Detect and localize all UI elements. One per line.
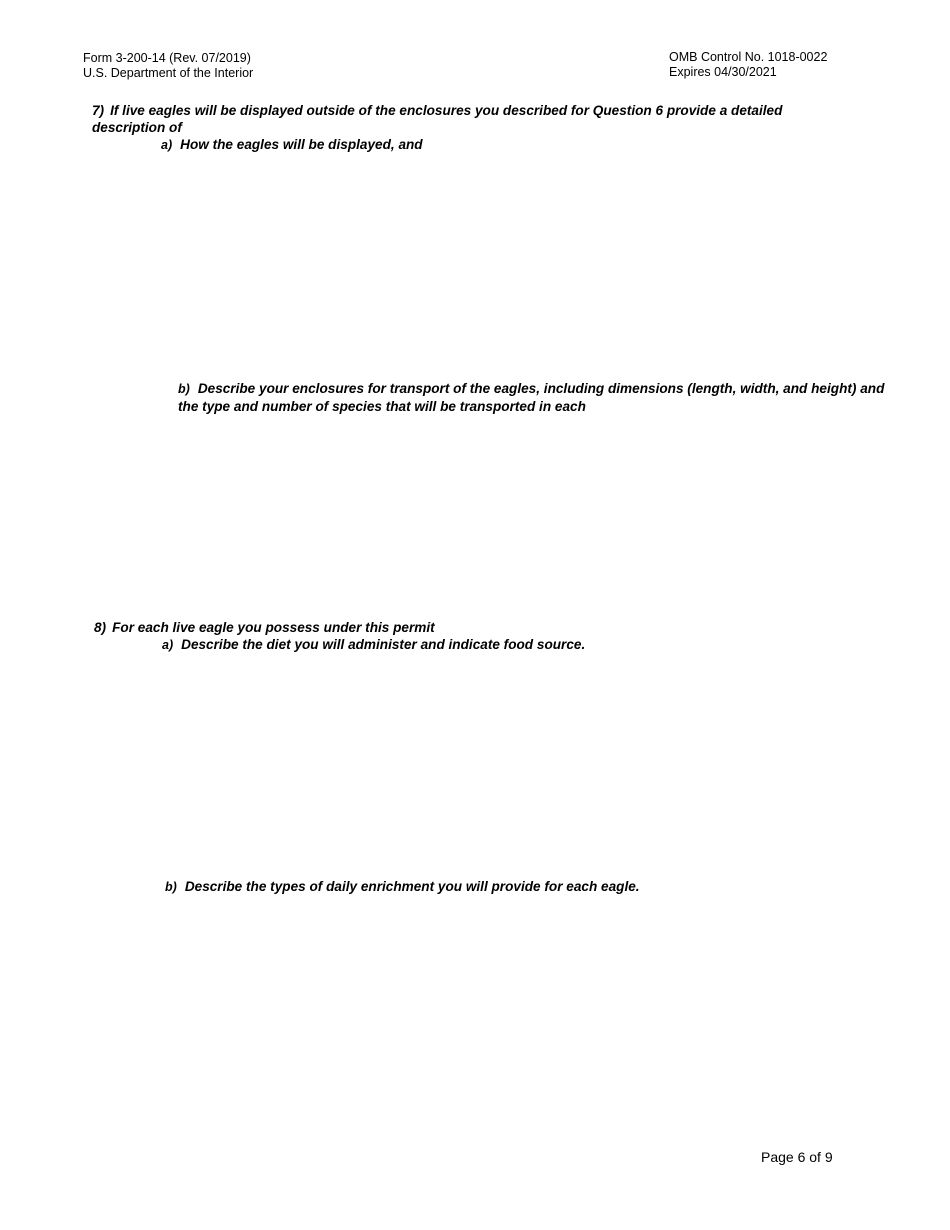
question-7b-text: Describe your enclosures for transport of the eagles, including dimensions (length, width, and height) and the type and number of species that will be transported in each (178, 381, 885, 414)
question-8a-letter: a) (162, 638, 174, 652)
question-8a (162, 636, 812, 654)
question-8a-text: Describe the diet you will administer and indicate food source. (181, 637, 586, 652)
question-8b (165, 878, 815, 896)
question-8b-text: Describe the types of daily enrichment you will provide for each eagle. (184, 879, 640, 894)
form-id-block (83, 51, 253, 81)
question-8-number: 8) (94, 620, 107, 635)
question-7a (161, 136, 761, 154)
question-7-text: If live eagles will be displayed outside of the enclosures you described for Question 6 provide a detailed description of (92, 103, 783, 135)
question-7b (178, 380, 888, 415)
page-number: Page 6 of 9 (761, 1149, 833, 1165)
expiration-date: Expires 04/30/2021 (669, 65, 777, 79)
form-number: Form 3-200-14 (Rev. 07/2019) (83, 51, 251, 65)
question-7a-letter: a) (161, 138, 173, 152)
question-7 (92, 102, 832, 136)
question-8b-answer-area[interactable] (165, 902, 865, 1122)
question-8 (94, 619, 794, 636)
question-8b-letter: b) (165, 880, 177, 894)
question-7a-text: How the eagles will be displayed, and (180, 137, 423, 152)
department-name: U.S. Department of the Interior (83, 66, 254, 80)
question-8a-answer-area[interactable] (162, 660, 862, 860)
question-7b-letter: b) (178, 382, 190, 396)
omb-control-number: OMB Control No. 1018-0022 (669, 50, 828, 64)
question-8-text: For each live eagle you possess under this permit (112, 620, 435, 635)
question-7b-answer-area[interactable] (178, 420, 878, 610)
question-7-number: 7) (92, 103, 105, 118)
omb-block (669, 50, 827, 80)
question-7a-answer-area[interactable] (161, 160, 861, 370)
